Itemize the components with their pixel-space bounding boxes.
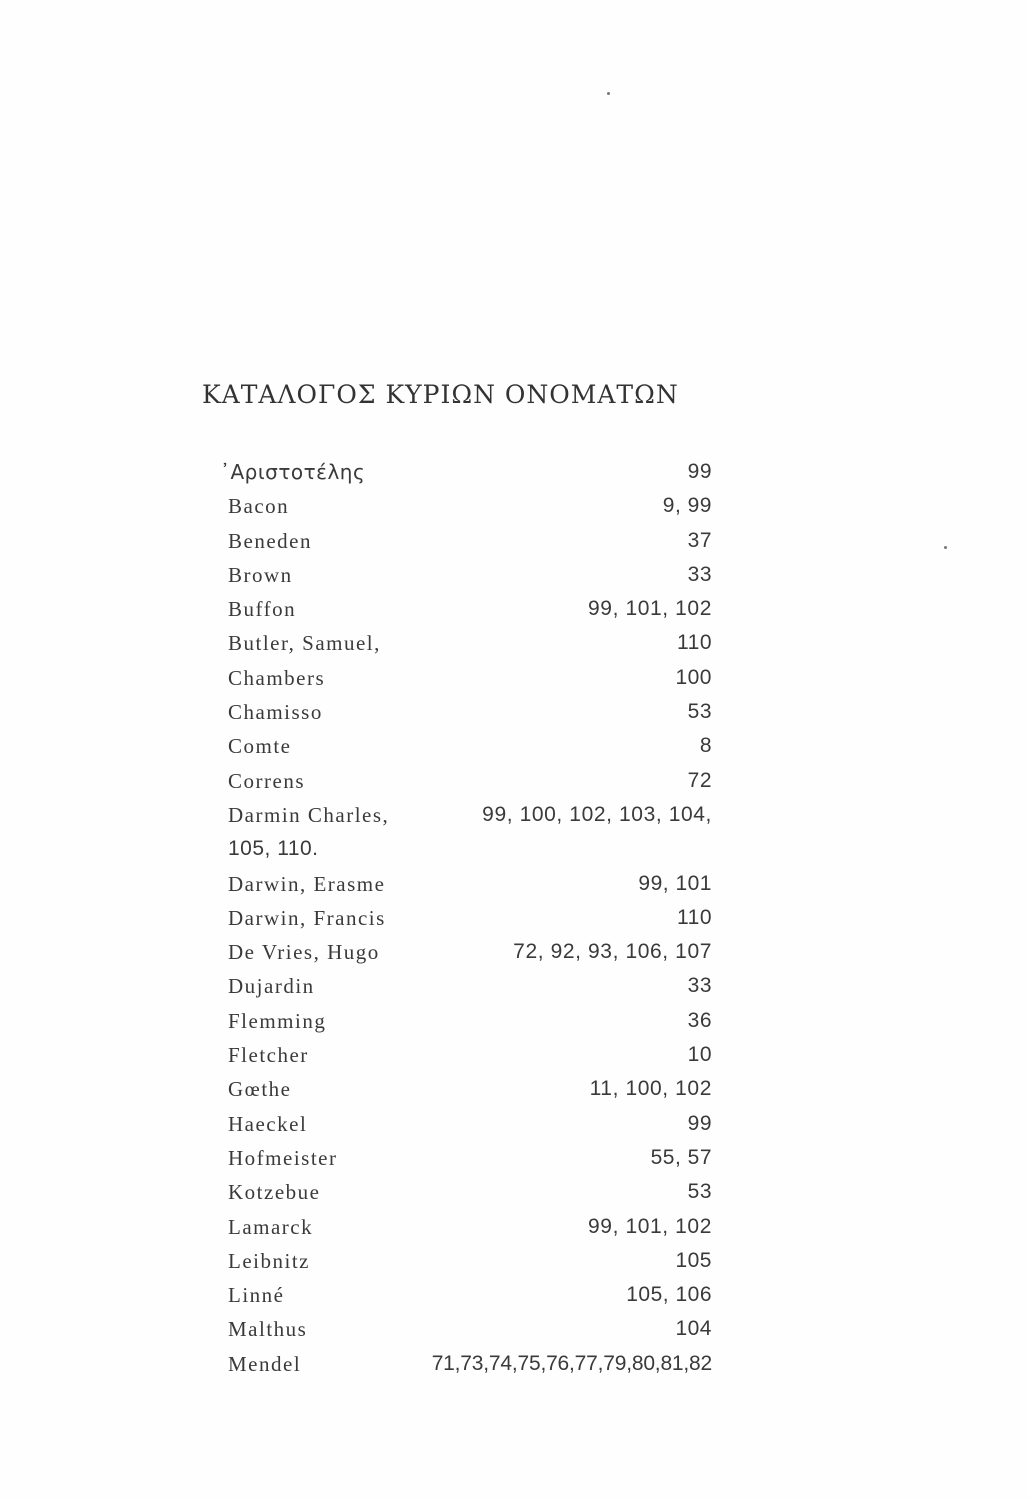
entry-name: Malthus — [228, 1317, 308, 1342]
entry-pages: 105, 106 — [626, 1283, 712, 1307]
index-entry — [228, 558, 712, 592]
index-entry — [228, 592, 712, 626]
index-entry — [228, 1244, 712, 1278]
entry-name: Comte — [228, 734, 292, 759]
entry-pages: 99 — [687, 460, 712, 483]
print-speck — [607, 92, 610, 95]
entry-pages: 53 — [687, 1180, 712, 1204]
entry-pages: 99 — [687, 1111, 712, 1135]
index-entry — [228, 489, 712, 523]
entry-name: Darmin Charles, — [228, 802, 390, 827]
entry-name: Mendel — [228, 1351, 302, 1376]
index-entry — [228, 1141, 712, 1175]
index-entry — [228, 661, 712, 695]
index-entry — [228, 1312, 712, 1346]
entry-name: Kotzebue — [228, 1180, 321, 1205]
entry-name: Correns — [228, 768, 305, 793]
name-index — [220, 455, 712, 1381]
entry-pages: 72 — [687, 768, 712, 792]
entry-pages: 33 — [687, 974, 712, 998]
entry-pages: 8 — [699, 734, 712, 758]
entry-name: Butler, Samuel, — [228, 631, 381, 656]
entry-pages: 71,73,74,75,76,77,79,80,81,82 — [431, 1351, 712, 1375]
entry-name: ᾿Αριστοτέλης — [220, 460, 366, 484]
entry-pages: 9, 99 — [662, 494, 712, 518]
index-entry — [220, 455, 712, 489]
index-entry — [228, 626, 712, 660]
entry-name: Haeckel — [228, 1111, 308, 1136]
index-entry — [228, 901, 712, 935]
entry-name: Darwin, Erasme — [228, 871, 386, 896]
index-entry — [228, 1210, 712, 1244]
index-entry — [228, 1004, 712, 1038]
entry-name: Lamarck — [228, 1214, 314, 1239]
entry-pages: 72, 92, 93, 106, 107 — [513, 940, 712, 964]
print-speck — [944, 546, 947, 549]
entry-pages: 10 — [687, 1043, 712, 1067]
index-entry — [228, 798, 712, 832]
entry-pages: 33 — [687, 562, 712, 586]
entry-name: Linné — [228, 1283, 285, 1308]
entry-name: Buffon — [228, 597, 297, 622]
page-title: ΚΑΤΑΛΟΓΟΣ ΚΥΡΙΩΝ ΟΝΟΜΑΤΩΝ — [202, 380, 679, 409]
entry-name: Fletcher — [228, 1043, 309, 1068]
index-entry — [228, 867, 712, 901]
entry-pages: 37 — [687, 528, 712, 552]
entry-pages: 100 — [675, 665, 712, 689]
entry-name: Flemming — [228, 1008, 327, 1033]
entry-pages: 99, 101, 102 — [588, 597, 712, 621]
entry-name: Dujardin — [228, 974, 315, 999]
index-entry — [228, 1278, 712, 1312]
entry-pages: 104 — [675, 1317, 712, 1341]
index-entry — [228, 1072, 712, 1106]
entry-pages-continued: 105, 110. — [228, 837, 319, 861]
entry-name: Beneden — [228, 528, 312, 553]
entry-name: Darwin, Francis — [228, 905, 386, 930]
index-entry — [228, 764, 712, 798]
entry-name: Leibnitz — [228, 1248, 310, 1273]
index-entry — [228, 1175, 712, 1209]
entry-name: De Vries, Hugo — [228, 940, 380, 965]
entry-pages: 11, 100, 102 — [589, 1077, 712, 1101]
index-entry — [228, 524, 712, 558]
index-entry — [228, 1347, 712, 1381]
index-entry — [228, 695, 712, 729]
index-entry — [228, 1107, 712, 1141]
entry-name: Gœthe — [228, 1077, 292, 1102]
entry-pages: 99, 101 — [638, 871, 712, 895]
index-entry — [228, 1038, 712, 1072]
entry-name: Chambers — [228, 665, 326, 690]
index-entry — [228, 969, 712, 1003]
entry-name: Hofmeister — [228, 1145, 338, 1170]
index-entry — [228, 729, 712, 763]
index-entry-continuation — [228, 832, 712, 866]
entry-pages: 55, 57 — [650, 1145, 712, 1169]
entry-pages: 99, 101, 102 — [588, 1214, 712, 1238]
entry-name: Brown — [228, 562, 293, 587]
entry-name: Chamisso — [228, 700, 323, 725]
entry-pages: 105 — [675, 1248, 712, 1272]
index-entry — [228, 935, 712, 969]
entry-name: Bacon — [228, 494, 290, 519]
entry-pages: 53 — [687, 700, 712, 724]
entry-pages: 110 — [677, 631, 712, 655]
entry-pages: 110 — [677, 905, 712, 929]
entry-pages: 99, 100, 102, 103, 104, — [482, 802, 712, 826]
entry-pages: 36 — [687, 1008, 712, 1032]
